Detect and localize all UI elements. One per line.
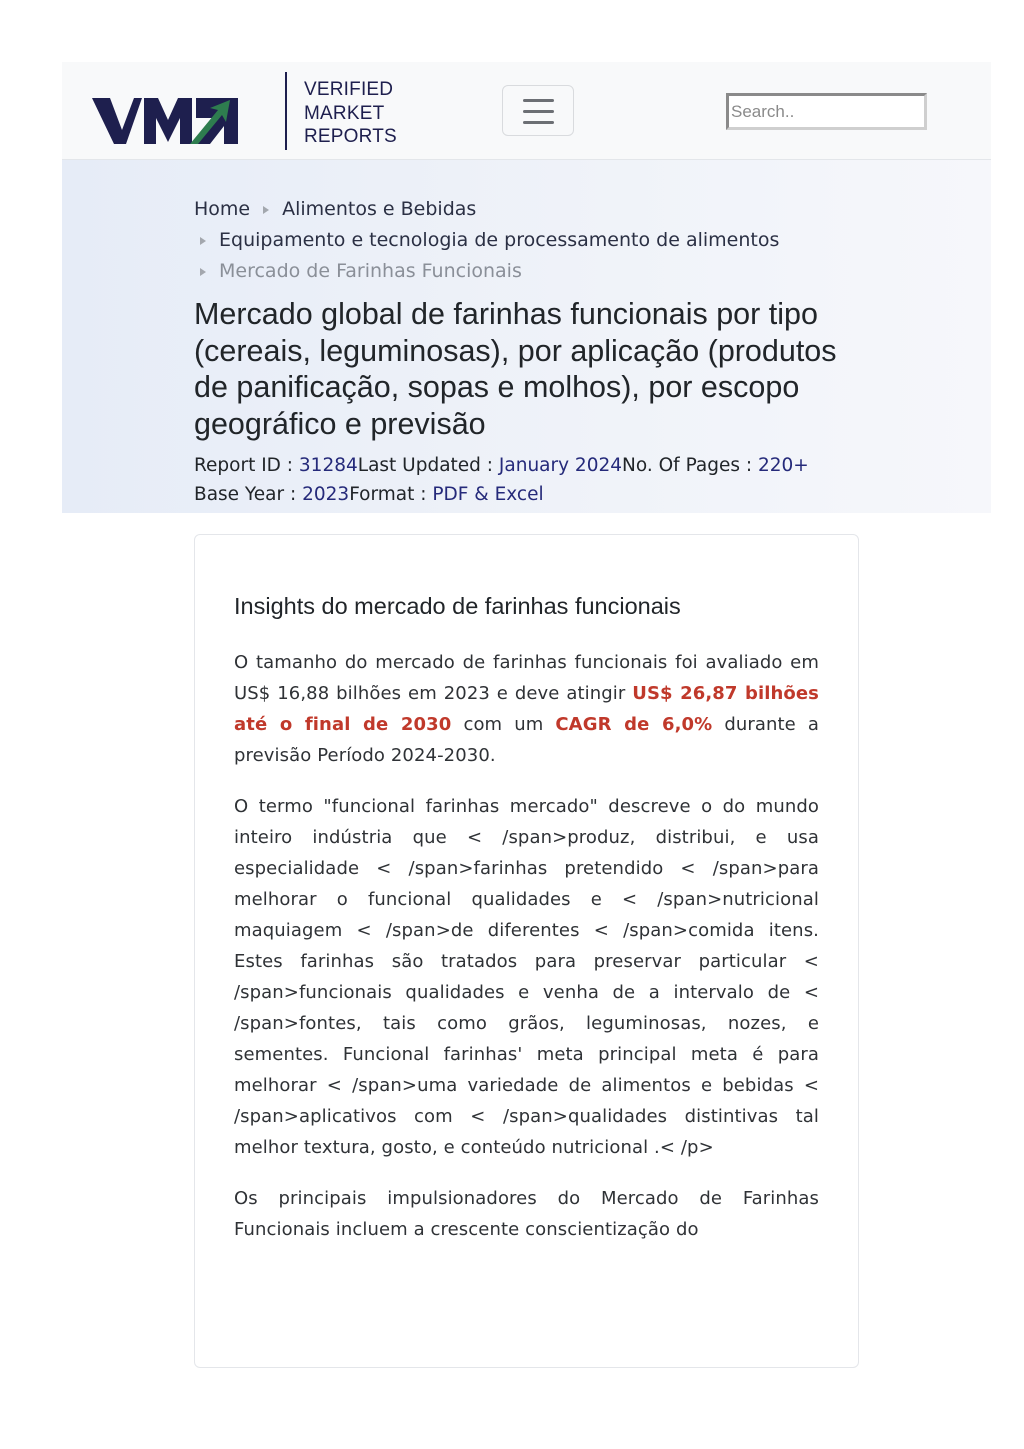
report-hero	[62, 160, 991, 513]
report-id-label: Report ID :	[194, 455, 299, 476]
breadcrumb-caret-icon	[263, 206, 269, 214]
insights-card	[194, 534, 859, 1368]
logo-line-reports: REPORTS	[304, 126, 397, 147]
breadcrumb-home-link[interactable]: Home	[194, 198, 251, 220]
breadcrumb-category-link[interactable]: Alimentos e Bebidas	[282, 198, 477, 220]
insights-heading: Insights do mercado de farinhas funcionais	[234, 593, 681, 619]
base-year-label: Base Year :	[194, 483, 303, 505]
base-year-value: 2023	[302, 483, 350, 505]
logo-line-verified: VERIFIED	[304, 79, 394, 100]
format-value: PDF & Excel	[432, 483, 544, 505]
brand-logo[interactable]	[92, 72, 397, 150]
pages-label: No. Of Pages :	[622, 455, 758, 476]
logo-wordmark	[304, 78, 397, 149]
search-box	[726, 93, 927, 130]
updated-value: January 2024	[498, 455, 623, 476]
site-header	[62, 62, 991, 160]
cagr-highlight: CAGR de 6,0%	[555, 714, 713, 735]
updated-label: Last Updated :	[357, 455, 499, 476]
menu-toggle-button[interactable]	[502, 85, 574, 136]
breadcrumb	[194, 194, 779, 287]
breadcrumb-subcategory-link[interactable]: Equipamento e tecnologia de processamento de alimentos	[219, 229, 780, 251]
format-label: Format :	[349, 483, 433, 505]
pages-value: 220+	[758, 455, 809, 476]
logo-divider	[285, 72, 287, 150]
report-id-value: 31284	[298, 455, 358, 476]
insights-paragraph-3: Os principais impulsionadores do Mercado de Farinhas Funcionais incluem a crescente conscientização do	[234, 1188, 819, 1240]
report-meta	[194, 452, 809, 509]
search-input[interactable]	[726, 93, 927, 130]
vmr-logo-mark-icon	[92, 96, 238, 146]
breadcrumb-current: Mercado de Farinhas Funcionais	[219, 260, 522, 282]
logo-line-market: MARKET	[304, 102, 385, 124]
insights-paragraph-2: O termo "funcional farinhas mercado" descreve o do mundo inteiro indústria que < /span>produz, distribui, e usa especialidade < /span>farinhas pretendido < /span>para melhorar o funcional qualidades e < /span>nutricional maquiagem < /span>de diferentes < /span>comida itens. Estes farinhas são tratados para preservar particular < /span>funcionais qualidades e venha de a intervalo de < /span>fontes, tais como grãos, leguminosas, nozes, e sementes. Funcional farinhas' meta principal meta é para melhorar < /span>uma variedade de alimentos e bebidas < /span>aplicativos com < /span>qualidades distintivas tal melhor textura, gosto, e conteúdo nutricional .< /p>	[234, 796, 819, 1158]
page-title: Mercado global de farinhas funcionais por tipo (cereais, leguminosas), por aplicação (produtos de panificação, sopas e molhos), por escopo geográfico e previsão	[194, 297, 837, 441]
market-forecast-highlight: US$ 26,87 bilhões até o final de 2030	[234, 683, 819, 735]
breadcrumb-caret-icon	[200, 237, 206, 245]
insights-body	[234, 647, 819, 1265]
hamburger-icon	[523, 99, 554, 102]
breadcrumb-caret-icon	[200, 268, 206, 276]
insights-paragraph-1: O tamanho do mercado de farinhas funcionais foi avaliado em US$ 16,88 bilhões em 2023 e deve atingir US$ 26,87 bilhões até o final de 2030 com um CAGR de 6,0% durante a previsão Período 2024-2030.	[234, 652, 819, 766]
